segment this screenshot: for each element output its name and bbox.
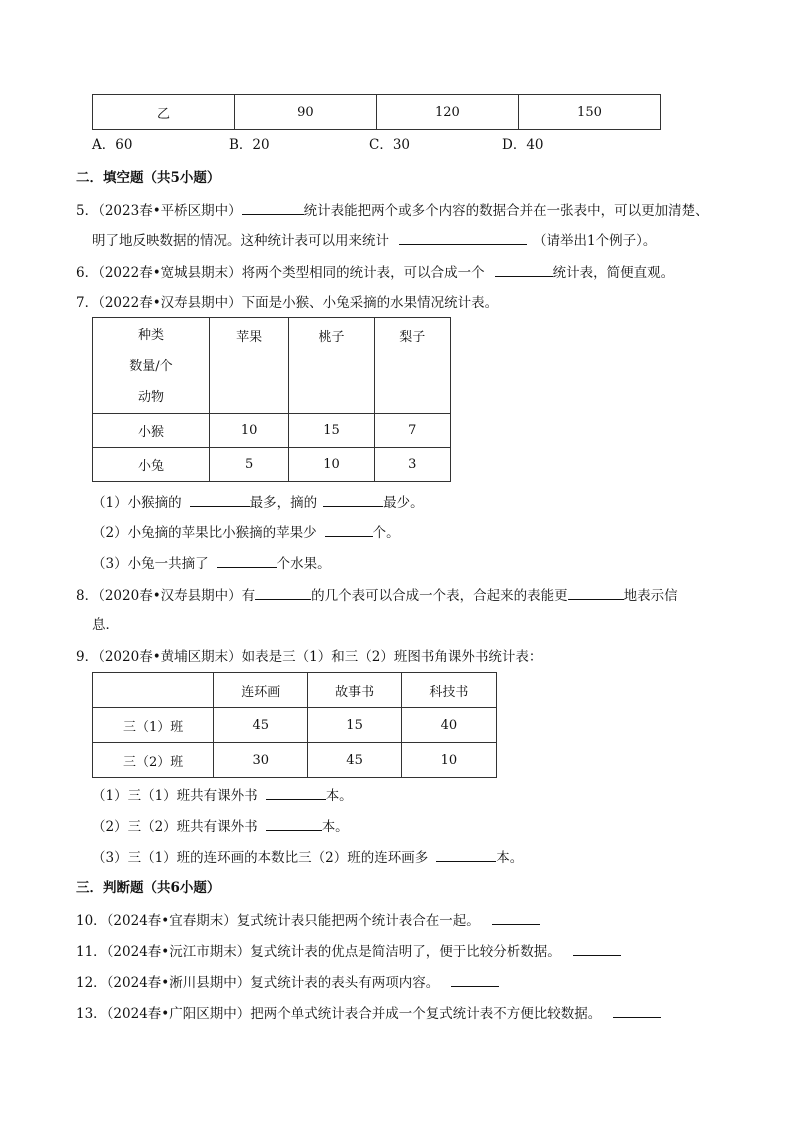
header-corner-cell <box>93 318 210 414</box>
question-text: （1）三（1）班共有课外书 <box>92 788 258 804</box>
question-9-stem: 9．（2020春•黄埔区期末）如表是三（1）和三（2）班图书角课外书统计表： <box>76 649 543 665</box>
question-12 <box>76 972 499 993</box>
question-5-line-1 <box>76 200 709 221</box>
table-row <box>93 708 497 743</box>
header-corner-animal: 动物 <box>137 390 164 405</box>
table-cell: 5 <box>209 448 288 482</box>
answer-blank[interactable] <box>492 910 540 925</box>
fruit-table <box>92 317 451 482</box>
table-cell: 90 <box>234 95 376 130</box>
question-text: （1）小猴摘的 <box>92 495 182 511</box>
answer-blank[interactable] <box>217 553 277 568</box>
header-cell: 梨子 <box>374 318 450 414</box>
question-text: （2）小兔摘的苹果比小猴摘的苹果少 <box>92 525 317 541</box>
question-6 <box>76 262 674 283</box>
row-label: 三（1）班 <box>93 708 214 743</box>
table-cell: 45 <box>214 708 308 743</box>
question-9-sub-3 <box>92 847 523 868</box>
table-cell: 3 <box>374 448 450 482</box>
header-cell: 桃子 <box>289 318 374 414</box>
answer-blank[interactable] <box>436 847 496 862</box>
choice-c: C．30 <box>369 137 411 153</box>
table-cell: 40 <box>401 708 496 743</box>
answer-blank[interactable] <box>495 262 553 277</box>
row-label: 小兔 <box>93 448 210 482</box>
question-13 <box>76 1003 661 1024</box>
table-cell: 乙 <box>93 95 235 130</box>
question-7-sub-2 <box>92 522 400 543</box>
header-corner-category: 种类 <box>137 328 164 343</box>
question-text: 本。 <box>321 819 349 835</box>
question-7-stem: 7．（2022春•汉寿县期中）下面是小猴、小兔采摘的水果情况统计表。 <box>76 295 499 311</box>
header-corner-quantity: 数量/个 <box>129 359 173 374</box>
table-cell: 15 <box>308 708 401 743</box>
answer-blank[interactable] <box>266 816 322 831</box>
table-row <box>93 414 451 448</box>
table-cell: 150 <box>518 95 660 130</box>
section-title: 三．判断题（共6小题） <box>76 880 221 896</box>
question-11 <box>76 941 621 962</box>
answer-blank[interactable] <box>242 200 304 215</box>
question-text: 最少。 <box>383 495 424 511</box>
table-cell: 120 <box>376 95 518 130</box>
table-row <box>93 743 497 778</box>
answer-blank[interactable] <box>325 522 373 537</box>
table-cell: 30 <box>214 743 308 778</box>
header-cell: 苹果 <box>209 318 288 414</box>
table-cell: 45 <box>308 743 401 778</box>
question-text: 6．（2022春•宽城县期末）将两个类型相同的统计表，可以合成一个 <box>76 265 485 281</box>
table-cell: 7 <box>374 414 450 448</box>
header-cell: 故事书 <box>308 673 401 708</box>
question-7-sub-1 <box>92 492 424 513</box>
table-cell: 10 <box>209 414 288 448</box>
question-text: 10．（2024春•宜春期末）复式统计表只能把两个统计表合在一起。 <box>76 913 480 929</box>
row-label: 小猴 <box>93 414 210 448</box>
answer-blank[interactable] <box>613 1003 661 1018</box>
question-9-sub-1 <box>92 785 353 806</box>
question-9-sub-2 <box>92 816 349 837</box>
question-text: 5．（2023春•平桥区期中） <box>76 203 242 219</box>
choice-b: B．20 <box>229 137 270 153</box>
question-text: 统计表能把两个或多个内容的数据合并在一张表中，可以更加清楚、 <box>303 203 709 219</box>
question-text: 的几个表可以合成一个表，合起来的表能更 <box>311 588 568 604</box>
question-text: （请举出1个例子）。 <box>533 233 657 249</box>
row-label: 三（2）班 <box>93 743 214 778</box>
answer-blank[interactable] <box>190 492 250 507</box>
table-cell: 15 <box>289 414 374 448</box>
header-cell: 科技书 <box>401 673 496 708</box>
choice-a: A．60 <box>92 137 133 153</box>
answer-blank[interactable] <box>451 972 499 987</box>
question-text: 本。 <box>325 788 353 804</box>
question-8-line-1 <box>76 585 678 606</box>
answer-blank[interactable] <box>266 785 326 800</box>
table-cell: 10 <box>401 743 496 778</box>
answer-blank[interactable] <box>573 941 621 956</box>
question-text: 12．（2024春•淅川县期中）复式统计表的表头有两项内容。 <box>76 975 440 991</box>
question-text: 个。 <box>372 525 400 541</box>
top-table <box>92 94 661 130</box>
question-10 <box>76 910 540 931</box>
table-row <box>93 673 497 708</box>
question-text: 最多，摘的 <box>249 495 318 511</box>
question-text: 本。 <box>496 850 524 866</box>
question-7-sub-3 <box>92 553 331 574</box>
header-cell: 连环画 <box>214 673 308 708</box>
question-text: （3）小兔一共摘了 <box>92 556 209 572</box>
question-text: 地表示信 <box>623 588 678 604</box>
choice-d: D．40 <box>502 137 544 153</box>
answer-blank[interactable] <box>255 585 311 600</box>
section-title: 二．填空题（共5小题） <box>76 170 221 186</box>
header-cell <box>93 673 214 708</box>
question-text: 8．（2020春•汉寿县期中）有 <box>76 588 256 604</box>
table-row <box>93 448 451 482</box>
question-text: 统计表，简便直观。 <box>552 265 675 281</box>
answer-blank[interactable] <box>399 230 527 245</box>
table-row <box>93 95 661 130</box>
answer-blank[interactable] <box>323 492 383 507</box>
question-text: （2）三（2）班共有课外书 <box>92 819 258 835</box>
question-8-line-2: 息． <box>92 617 119 633</box>
answer-blank[interactable] <box>568 585 624 600</box>
question-text: 13．（2024春•广阳区期中）把两个单式统计表合并成一个复式统计表不方便比较数据。 <box>76 1006 602 1022</box>
question-text: 个水果。 <box>276 556 331 572</box>
table-cell: 10 <box>289 448 374 482</box>
question-text: （3）三（1）班的连环画的本数比三（2）班的连环画多 <box>92 850 429 866</box>
table-row <box>93 318 451 414</box>
question-5-line-2 <box>92 230 656 251</box>
question-text: 明了地反映数据的情况。这种统计表可以用来统计 <box>92 233 389 249</box>
books-table <box>92 672 497 778</box>
question-text: 11．（2024春•沅江市期末）复式统计表的优点是简洁明了，便于比较分析数据。 <box>76 944 561 960</box>
